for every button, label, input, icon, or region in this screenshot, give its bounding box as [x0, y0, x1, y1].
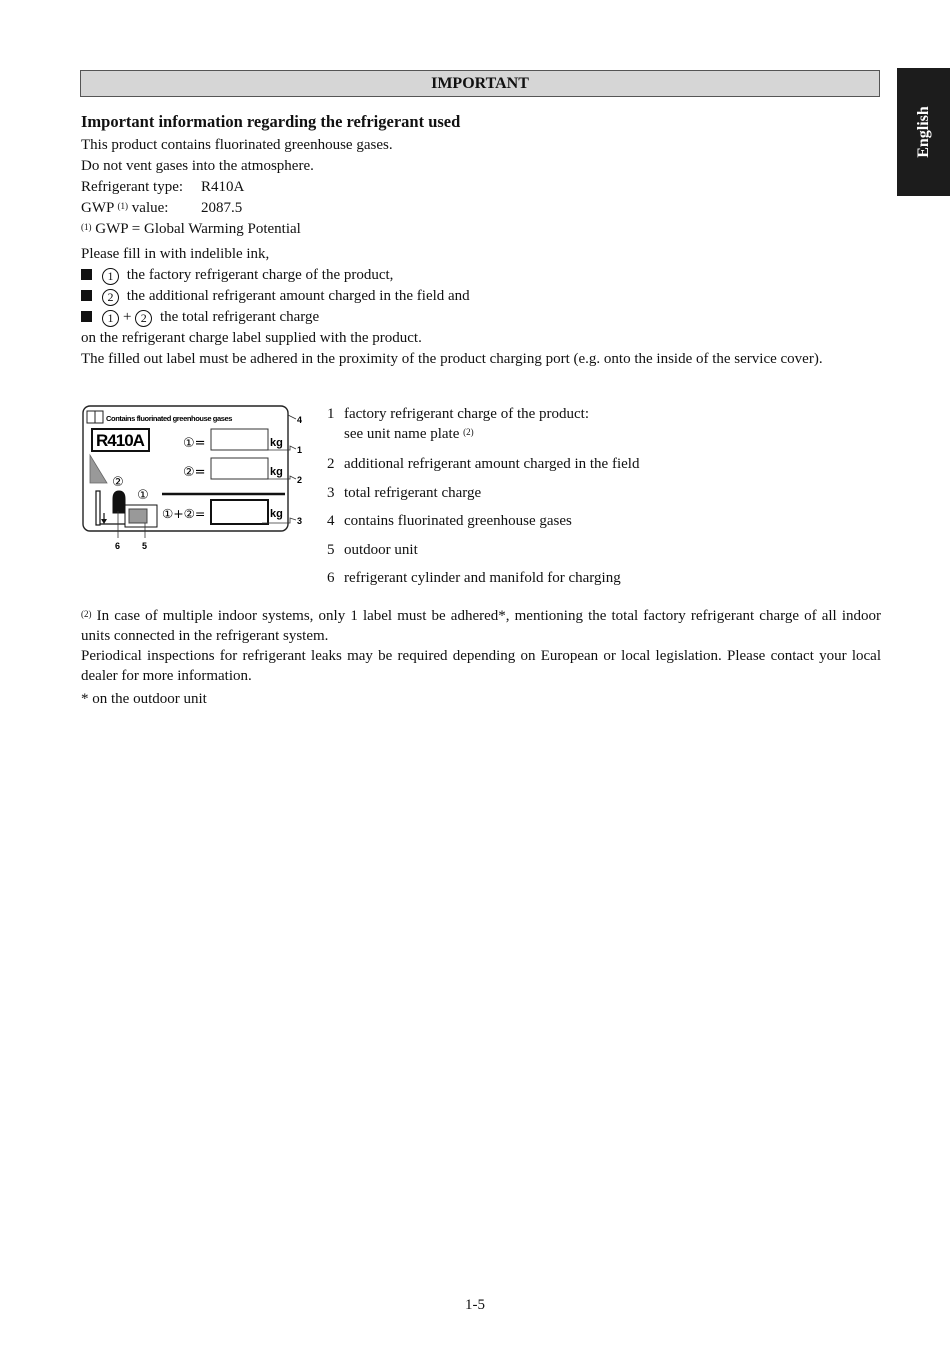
language-tab — [897, 68, 950, 196]
language-tab-label: English — [914, 106, 932, 158]
row2-label: ②= — [183, 465, 206, 480]
legend-number: 2 — [327, 456, 335, 472]
row3-unit: kg — [270, 508, 283, 520]
diagram-mark-two: ② — [112, 475, 124, 490]
fluorinated-gases-statement: This product contains fluorinated greenhouse gases. — [81, 137, 393, 153]
row3-label: ①+②= — [162, 506, 206, 521]
legend-number: 5 — [327, 541, 335, 558]
fill-in-intro: Please fill in with indelible ink, — [81, 246, 270, 262]
bullet-additional-charge — [81, 286, 881, 307]
label-placement-instruction: The filled out label must be adhered in the proximity of the product charging port (e.g. onto the inside of the service cover). — [81, 351, 823, 367]
gwp-footnote-ref: (1) — [117, 201, 129, 211]
legend-text: additional refrigerant amount charged in the field — [344, 456, 640, 472]
legend-subtext — [344, 424, 589, 444]
important-banner: IMPORTANT — [80, 70, 880, 97]
legend-text: total refrigerant charge — [344, 484, 482, 501]
legend-item — [327, 483, 887, 512]
legend-text: factory refrigerant charge of the product: — [344, 406, 590, 422]
legend-number: 6 — [327, 570, 335, 586]
legend-subtext-label: see unit name plate — [344, 426, 460, 442]
callout-2: 2 — [297, 475, 303, 485]
label-header-text: Contains fluorinated greenhouse gases — [106, 414, 233, 423]
inspection-note: Periodical inspections for refrigerant leaks may be required depending on European or local legislation. Please contact your local dealer for more information. — [81, 648, 881, 684]
legend-item — [327, 511, 887, 540]
legend-text: contains fluorinated greenhouse gases — [344, 513, 572, 529]
section-heading: Important information regarding the refrigerant used — [81, 112, 461, 131]
refrigerant-box-text: R410A — [96, 431, 144, 450]
legend-text-block — [344, 404, 589, 454]
square-bullet-icon — [81, 269, 92, 280]
gwp-label-text: GWP — [81, 200, 114, 216]
bullet-factory-charge — [81, 265, 881, 286]
row1-field — [211, 429, 268, 450]
circled-two-icon: 2 — [135, 310, 152, 327]
circled-one-icon: 1 — [102, 310, 119, 327]
bullet-total-charge-text: the total refrigerant charge — [159, 309, 320, 325]
legend-number: 4 — [327, 513, 335, 529]
page-number: 1-5 — [465, 1297, 485, 1313]
row3-field — [211, 500, 268, 524]
outdoor-unit-icon — [125, 505, 157, 527]
gwp-value: 2087.5 — [201, 200, 243, 216]
multiple-systems-note-text: In case of multiple indoor systems, only 1 label must be adhered*, mentioning the total factory refrigerant charge of all indoor units connected in the refrigerant system. — [81, 608, 881, 644]
diagram-mark-one: ① — [137, 488, 149, 503]
refrigerant-charge-label-diagram — [80, 403, 310, 553]
label-instruction: on the refrigerant charge label supplied with the product. — [81, 330, 422, 346]
note-marker: (2) — [81, 609, 92, 619]
gwp-label — [81, 198, 201, 219]
gwp-label-suffix: value: — [131, 200, 169, 216]
diagram-legend — [327, 404, 887, 597]
callout-1: 1 — [297, 445, 303, 455]
refrigerant-info-section — [81, 112, 881, 370]
gwp-row — [81, 198, 881, 219]
callout-4: 4 — [297, 415, 303, 425]
legend-item — [327, 454, 887, 483]
square-bullet-icon — [81, 311, 92, 322]
legend-number: 1 — [327, 406, 335, 422]
row2-unit: kg — [270, 466, 283, 478]
legend-text: outdoor unit — [344, 541, 418, 558]
row1-label: ①= — [183, 436, 206, 451]
row1-unit: kg — [270, 437, 283, 449]
callout-3: 3 — [297, 516, 303, 526]
callout-6: 6 — [115, 541, 121, 551]
gwp-footnote — [81, 219, 881, 240]
legend-number: 3 — [327, 484, 335, 501]
square-bullet-icon — [81, 290, 92, 301]
plus-sign: + — [123, 309, 132, 325]
refrigerant-type-label: Refrigerant type: — [81, 179, 184, 195]
callout-5: 5 — [142, 541, 148, 551]
legend-item — [327, 540, 887, 569]
asterisk-note: * on the outdoor unit — [81, 691, 207, 707]
gwp-footnote-text: GWP = Global Warming Potential — [95, 221, 301, 237]
bullet-factory-charge-text: the factory refrigerant charge of the product, — [126, 267, 394, 283]
footnotes-section — [81, 606, 881, 709]
multiple-systems-note — [81, 606, 881, 646]
circled-two-icon: 2 — [102, 289, 119, 306]
legend-item — [327, 404, 887, 454]
refrigerant-type-row — [81, 177, 881, 198]
bullet-total-charge — [81, 307, 881, 328]
bullet-additional-charge-text: the additional refrigerant amount charged in the field and — [126, 288, 470, 304]
row2-field — [211, 458, 268, 479]
do-not-vent-statement: Do not vent gases into the atmosphere. — [81, 158, 314, 174]
gwp-footnote-marker: (1) — [81, 222, 92, 232]
manual-icon — [87, 411, 103, 423]
circled-one-icon: 1 — [102, 268, 119, 285]
legend-footnote-ref: (2) — [463, 427, 474, 437]
legend-item — [327, 568, 887, 597]
legend-text: refrigerant cylinder and manifold for charging — [344, 570, 621, 586]
refrigerant-type-value: R410A — [201, 179, 245, 195]
